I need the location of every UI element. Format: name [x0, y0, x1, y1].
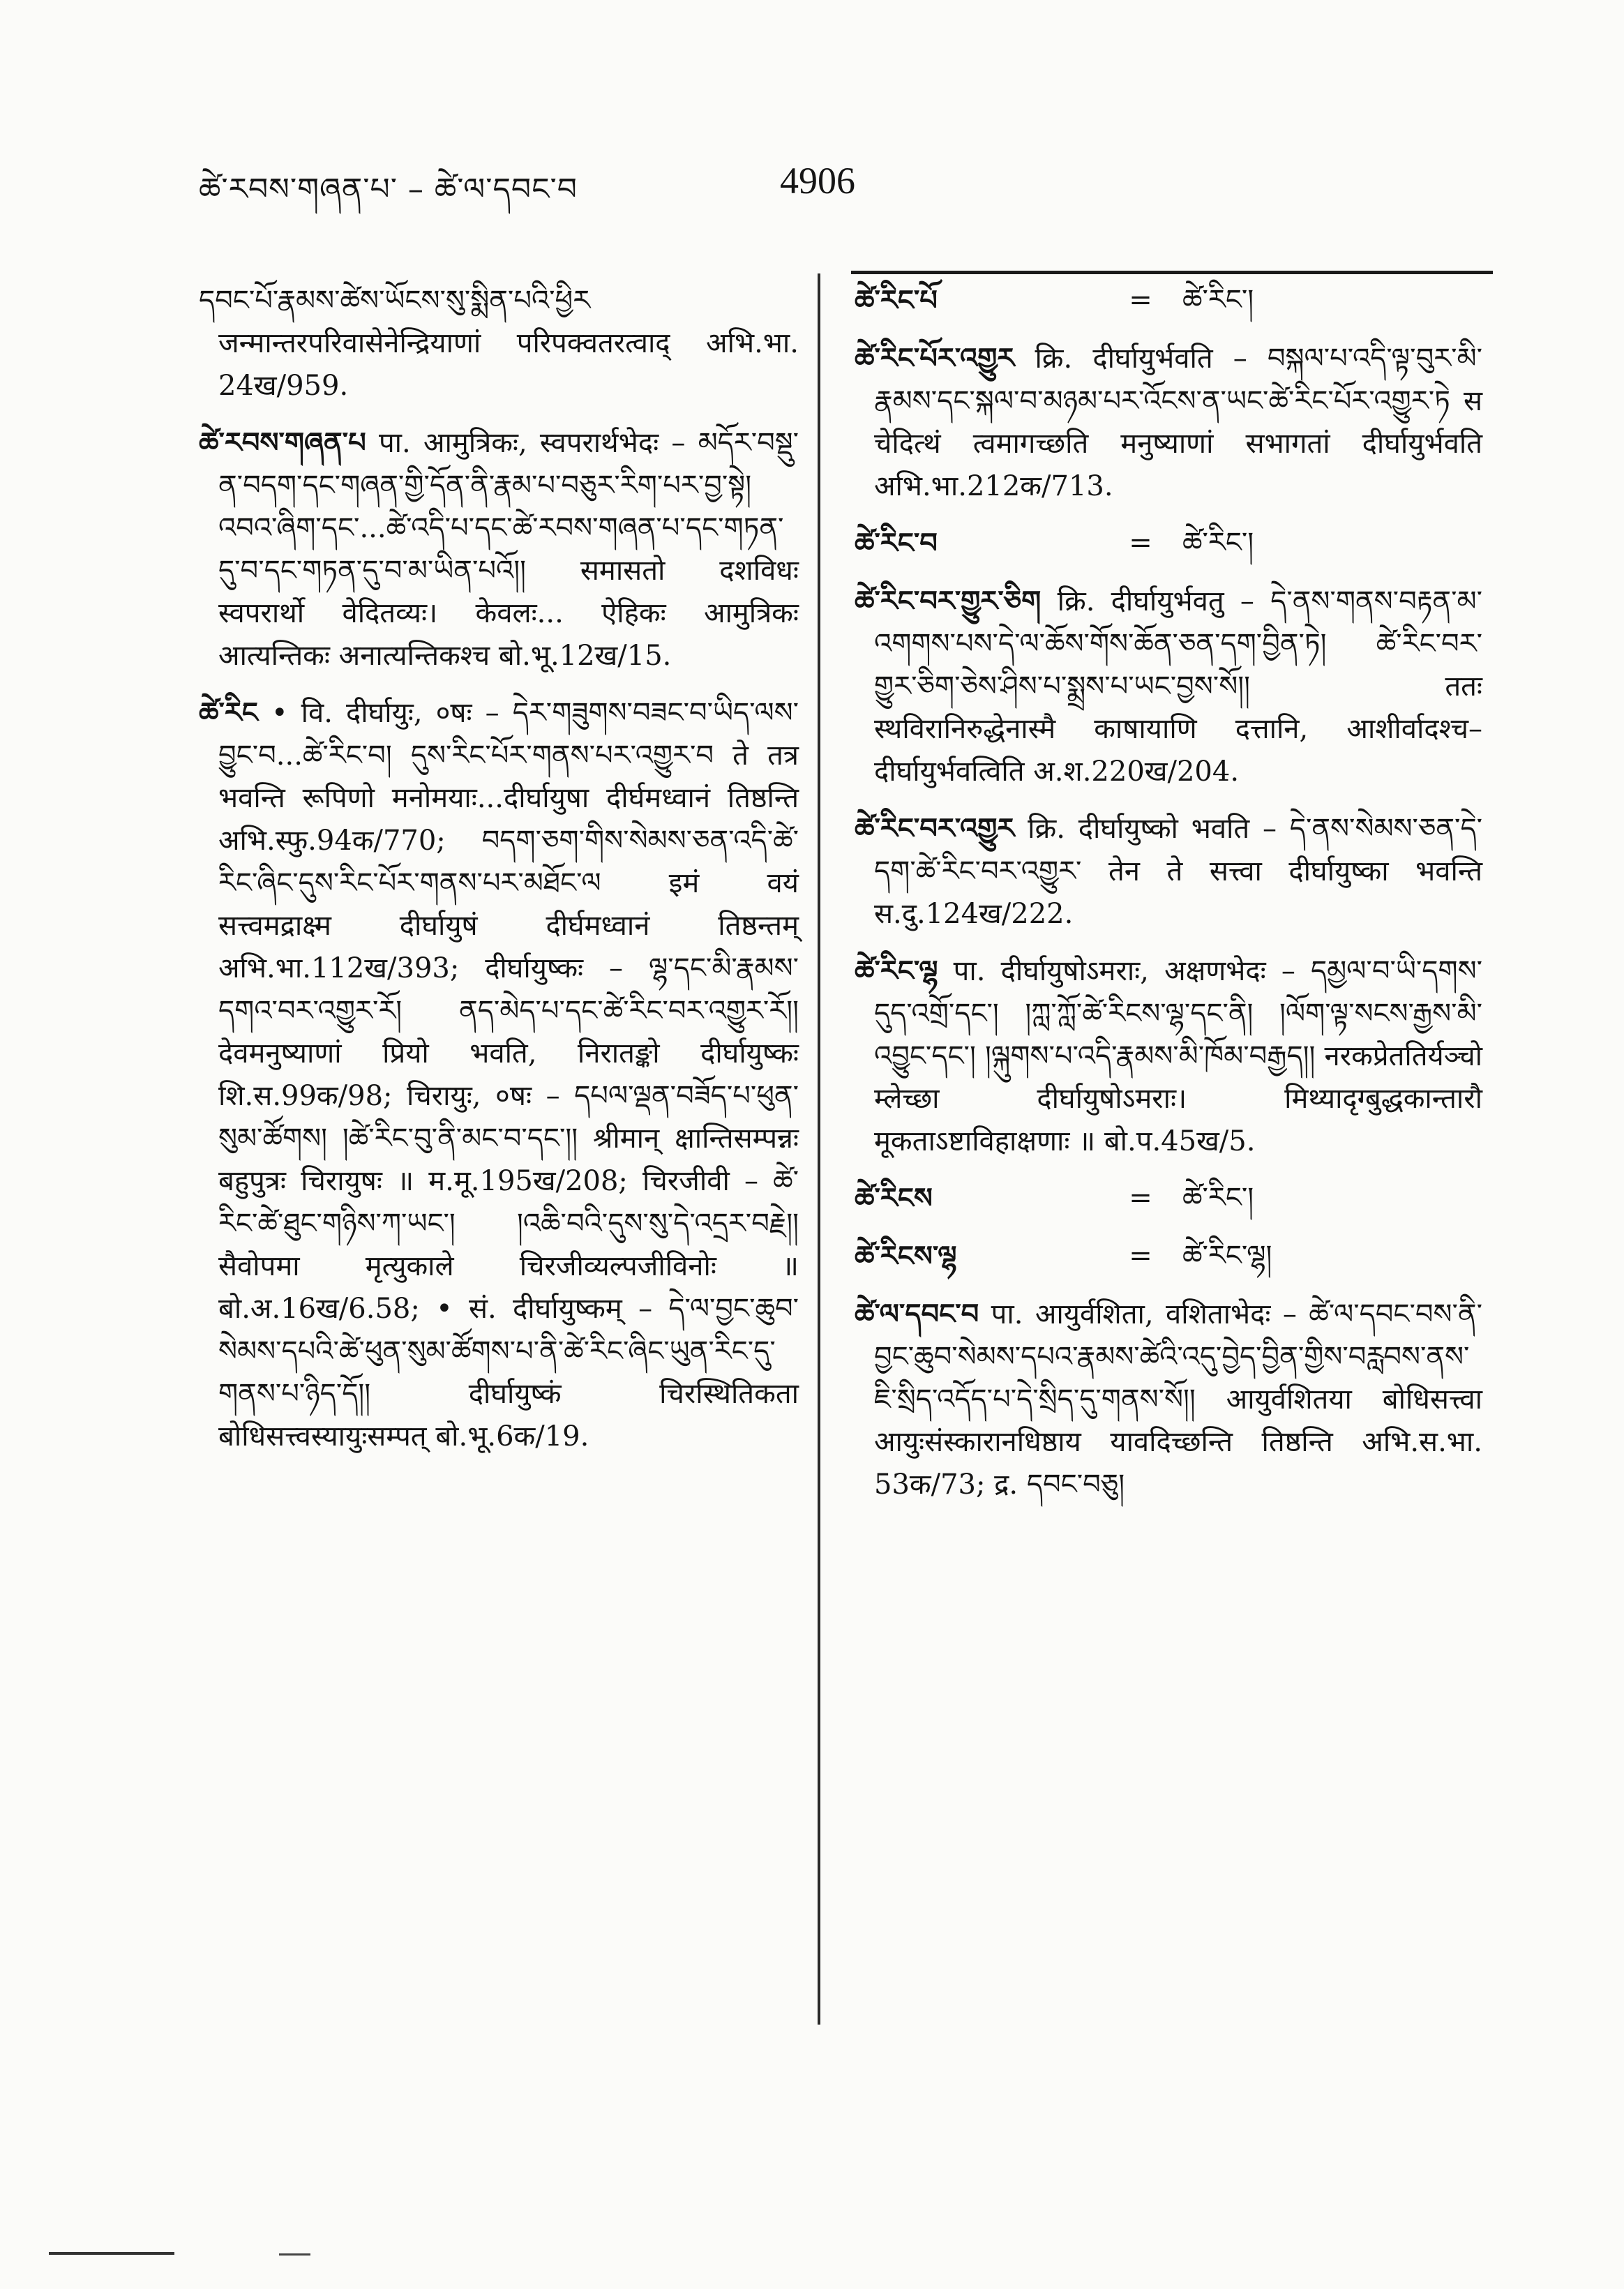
column-divider — [818, 273, 820, 2025]
entry-headword: ཚེ་ལ་དབང་བ — [855, 1298, 979, 1330]
equals-sign: = — [1129, 1182, 1152, 1214]
entry-headword: ཚེ་རིང་བར་གྱུར་ཅིག — [855, 585, 1042, 617]
xref-headword: ཚེ་རིངས — [855, 1182, 933, 1215]
xref-target: ཚེ་རིང་། — [1182, 527, 1254, 559]
dictionary-entry — [855, 807, 1482, 936]
page-number: 4906 — [780, 160, 855, 202]
entry-text: पा. आमुत्रिकः, स्वपरार्थभेदः – མདོར་བསྡུ་ན་བདག་དང་གཞན་གྱི་དོན་ནི་རྣམ་པ་བཅུར་རིག་པར་བྱ་སྟེ། འབའ་ཞིག་དང་...ཚེ་འདི་པ་དང་ཚེ་རབས་གཞན་པ་དང་གཏན་དུ་བ་དང་གཏན་དུ་བ་མ་ཡིན་པའོ།། समासतो दशविधः स्वपरार्थो वेदितव्यः। केवलः... ऐहिकः आमुत्रिकः आत्यन्तिकः अनात्यन्तिकश्च बो.भू.12ख/15. — [218, 427, 799, 672]
xref-headword: ཚེ་རིང་བ — [855, 527, 938, 560]
running-head: ཚེ་རབས་གཞན་པ་ – ཚེ་ལ་དབང་བ — [199, 172, 578, 207]
right-column — [855, 279, 1482, 1520]
cross-reference — [855, 1235, 1482, 1277]
xref-headword: ཚེ་རིངས་ལྷ — [855, 1240, 957, 1273]
entry-headword: ཚེ་རིང་བར་འགྱུར — [855, 812, 1015, 845]
dictionary-entry — [855, 950, 1482, 1163]
entry-text: དབང་པོ་རྣམས་ཚེས་ཡོངས་སུ་སྨིན་པའི་ཕྱིར जन्मान्तरपरिवासेनेन्द्रियाणां परिपक्वतरत्वाद् अभि.भा. 24ख/959. — [199, 285, 799, 402]
entry-text: क्रि. दीर्घायुष्को भवति – དེ་ནས་སེམས་ཅན་དེ་དག་ཚེ་རིང་བར་འགྱུར་ तेन ते सत्त्वा दीर्घायुष्का भवन्ति स.दु.124ख/222. — [874, 813, 1482, 930]
xref-target: ཚེ་རིང་ལྷ། — [1182, 1240, 1272, 1272]
dictionary-entry — [199, 421, 799, 677]
xref-headword: ཚེ་རིང་པོ — [855, 284, 938, 317]
entry-headword: ཚེ་རིང་ལྷ — [855, 954, 938, 987]
footer-dash — [279, 2253, 310, 2256]
xref-target: ཚེ་རིང་། — [1182, 1182, 1254, 1214]
left-column — [199, 279, 799, 1472]
entry-text: क्रि. दीर्घायुर्भवति – བསྐལ་པ་འདི་ལྟ་བུར་མི་རྣམས་དང་སྐལ་བ་མཉམ་པར་འོངས་ན་ཡང་ཚེ་རིང་པོར་འགྱུར་ཏེ स चेदित्थं त्वमागच्छति मनुष्याणां सभागतां दीर्घायुर्भवति अभि.भा.212क/713. — [874, 343, 1483, 502]
cross-reference — [855, 1177, 1482, 1219]
entry-headword: ཚེ་རབས་གཞན་པ — [199, 426, 366, 459]
dictionary-entry — [855, 580, 1482, 793]
entry-text: पा. दीर्घायुषोऽमराः, अक्षणभेदः – དམྱལ་བ་ཡི་དགས་དུད་འགྲོ་དང་། །ཀླ་ཀློ་ཚེ་རིངས་ལྷ་དང་ནི། །ལོག་ལྟ་སངས་རྒྱས་མི་འབྱུང་དང་། །ལྐུགས་པ་འདི་རྣམས་མི་ཁོམ་བརྒྱད།། नरकप्रेततिर्यञ्चो म्लेच्छा दीर्घायुषोऽमराः। मिथ्यादृग्बुद्धकान्तारौ मूकताऽष्टाविहाक्षणाः ॥ बो.प.45ख/5. — [874, 955, 1482, 1157]
entry-headword: ཚེ་རིང — [199, 696, 258, 729]
dictionary-entry — [199, 691, 799, 1458]
header-rule — [851, 271, 1493, 274]
cross-reference — [855, 522, 1482, 564]
dictionary-entry — [199, 279, 799, 407]
cross-reference — [855, 279, 1482, 322]
entry-text: क्रि. दीर्घायुर्भवतु – དེ་ནས་གནས་བརྟན་མ་འགགས་པས་དེ་ལ་ཆོས་གོས་ཆོན་ཅན་དག་བྱིན་ཏེ། ཚེ་རིང་བར་གྱུར་ཅིག་ཅེས་ཤིས་པ་སྨྲས་པ་ཡང་བྱས་སོ།། ततः स्थविरानिरुद्धेनास्मै काषायाणि दत्तानि, आशीर्वादश्च–दीर्घायुर्भवत्विति अ.श.220ख/204. — [874, 585, 1482, 788]
entry-text: • वि. दीर्घायुः, ०षः – དེར་གཟུགས་བཟང་བ་ཡིད་ལས་བྱུང་བ...ཚེ་རིང་བ། དུས་རིང་པོར་གནས་པར་འགྱུར་བ ते तत्र भवन्ति रूपिणो मनोमयाः...दीर्घायुषा दीर्घमध्वानं तिष्ठन्ति अभि.स्फु.94क/770; བདག་ཅག་གིས་སེམས་ཅན་འདི་ཚེ་རིང་ཞིང་དུས་རིང་པོར་གནས་པར་མཐོང་ལ इमं वयं सत्त्वमद्राक्ष्म दीर्घायुषं दीर्घमध्वानं तिष्ठन्तम् अभि.भा.112ख/393; दीर्घायुष्कः – ལྷ་དང་མི་རྣམས་དགའ་བར་འགྱུར་རོ། ནད་མེད་པ་དང་ཚེ་རིང་བར་འགྱུར་རོ།། देवमनुष्याणां प्रियो भवति, निरातङ्को दीर्घायुष्कः शि.स.99क/98; चिरायुः, ०षः – དཔལ་ལྡན་བཟོད་པ་ཕུན་སུམ་ཚོགས། །ཚེ་རིང་བུ་ནི་མང་བ་དང་།། श्रीमान् क्षान्तिसम्पन्नः बहुपुत्रः चिरायुषः ॥ म.मू.195ख/208; चिरजीवी – ཚེ་རིང་ཚེ་ཐུང་གཉིས་ཀ་ཡང་། །འཆི་བའི་དུས་སུ་དེ་འདྲར་བརྗེ།། सैवोपमा मृत्युकाले चिरजीव्यल्पजीविनोः ॥ बो.अ.16ख/6.58; • सं. दीर्घायुष्कम् – དེ་ལ་བྱང་ཆུབ་སེམས་དཔའི་ཚེ་ཕུན་སུམ་ཚོགས་པ་ནི་ཚེ་རིང་ཞིང་ཡུན་རིང་དུ་གནས་པ་ཉིད་དོ།། दीर्घायुष्कं चिरस्थितिकता बोधिसत्त्वस्यायुःसम्पत् बो.भू.6क/19. — [218, 697, 799, 1453]
equals-sign: = — [1129, 284, 1152, 316]
dictionary-entry — [855, 1293, 1482, 1506]
dictionary-entry — [855, 337, 1482, 508]
equals-sign: = — [1129, 1240, 1152, 1272]
entry-headword: ཚེ་རིང་པོར་འགྱུར — [855, 342, 1015, 375]
xref-target: ཚེ་རིང་། — [1182, 284, 1254, 316]
entry-text: पा. आयुर्वशिता, वशिताभेदः – ཚེ་ལ་དབང་བས་ནི་བྱང་ཆུབ་སེམས་དཔའ་རྣམས་ཚེའི་འདུ་བྱེད་བྱིན་གྱིས་བརླབས་ནས་ཇི་སྲིད་འདོད་པ་དེ་སྲིད་དུ་གནས་སོ།། आयुर्वशितया बोधिसत्त्वा आयुःसंस्कारानधिष्ठाय यावदिच्छन्ति तिष्ठन्ति अभि.स.भा. 53क/73; द्र. དབང་བཅུ། — [874, 1298, 1483, 1501]
equals-sign: = — [1129, 527, 1152, 559]
footer-mark — [49, 2252, 174, 2255]
